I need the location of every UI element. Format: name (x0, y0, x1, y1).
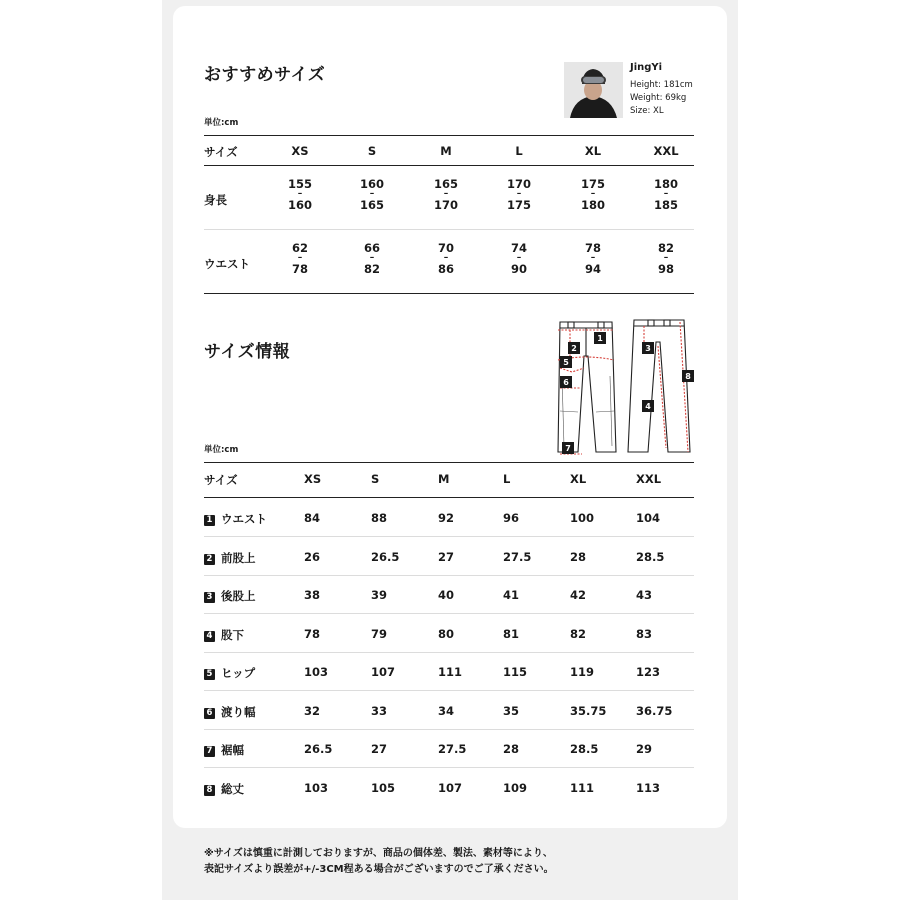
rec-header-size-label: サイズ (204, 145, 238, 159)
diagram-label-5: 5 (563, 358, 569, 367)
info-value-cell: 103 (304, 780, 329, 795)
info-value-cell: 111 (438, 665, 463, 679)
info-header-size-label: サイズ (204, 473, 238, 487)
diagram-label-4: 4 (645, 402, 651, 411)
info-value-cell: 35.75 (570, 703, 607, 718)
range-dash: – (297, 189, 303, 199)
range-min: 74 (510, 241, 527, 255)
rec-range-cell (646, 178, 686, 211)
size-info-title: サイズ情報 (204, 342, 291, 362)
range-dash: – (369, 253, 375, 263)
range-min: 160 (359, 177, 384, 191)
range-dash: – (663, 189, 669, 199)
row-label-text: 後股上 (221, 589, 256, 603)
row-label-text: 前股上 (221, 550, 256, 565)
info-header-xxl: XXL (636, 472, 662, 486)
diagram-label-7: 7 (565, 444, 571, 453)
range-min: 175 (580, 177, 605, 191)
rec-header-xl: XL (584, 144, 602, 158)
rec-range-cell (426, 178, 466, 211)
info-value-cell: 104 (636, 511, 661, 525)
range-min: 62 (291, 241, 308, 255)
range-max: 86 (437, 262, 454, 276)
info-value-cell: 105 (371, 780, 396, 795)
recommended-size-title: おすすめサイズ (204, 65, 326, 85)
info-value-cell: 80 (438, 626, 455, 641)
rec-header-xs: XS (291, 144, 309, 158)
rec-range-cell (499, 178, 539, 211)
info-value-cell: 42 (570, 588, 587, 602)
info-unit-label: 単位:cm (204, 445, 239, 455)
info-value-cell: 41 (503, 588, 520, 602)
rec-row-label: 身長 (204, 193, 227, 207)
info-row-divider (204, 575, 694, 576)
row-label-text: ウエスト (221, 512, 267, 526)
range-dash: – (663, 253, 669, 263)
rec-range-cell (280, 242, 320, 275)
info-row-divider (204, 690, 694, 691)
rec-header-rule (204, 165, 694, 166)
info-value-cell: 26.5 (371, 549, 400, 564)
info-value-cell: 78 (304, 626, 321, 641)
info-value-cell: 27.5 (503, 549, 532, 564)
info-value-cell: 113 (636, 780, 661, 795)
info-row-label (204, 588, 256, 604)
info-value-cell: 27 (438, 549, 455, 564)
pants-measurement-diagram (548, 316, 698, 458)
info-value-cell: 28 (503, 742, 520, 756)
diagram-label-8: 8 (685, 372, 691, 381)
info-row-label (204, 704, 256, 720)
info-value-cell: 28.5 (570, 742, 599, 756)
range-min: 82 (657, 241, 674, 255)
range-dash: – (369, 189, 375, 199)
model-weight: Weight: 69kg (630, 93, 687, 103)
row-label-text: ヒップ (221, 666, 256, 680)
range-min: 78 (584, 241, 601, 255)
diagram-label-1: 1 (597, 334, 603, 343)
range-min: 180 (653, 177, 678, 191)
range-max: 82 (363, 262, 380, 276)
info-value-cell: 82 (570, 626, 587, 641)
info-value-cell: 115 (503, 665, 528, 679)
info-value-cell: 28.5 (636, 549, 665, 564)
range-dash: – (443, 253, 449, 263)
range-min: 165 (433, 177, 458, 191)
info-value-cell: 36.75 (636, 703, 673, 718)
range-dash: – (590, 189, 596, 199)
info-header-xl: XL (570, 472, 587, 486)
info-value-cell: 107 (438, 780, 463, 795)
disclaimer-line-2: 表記サイズより誤差が+/-3CM程ある場合がございますのでご了承ください。 (204, 864, 554, 875)
range-dash: – (516, 189, 522, 199)
info-value-cell: 26 (304, 549, 321, 564)
range-min: 66 (363, 241, 380, 255)
info-row-divider (204, 652, 694, 653)
info-value-cell: 100 (570, 511, 595, 525)
model-height: Height: 181cm (630, 80, 693, 90)
info-value-cell: 103 (304, 665, 329, 679)
range-min: 155 (287, 177, 312, 191)
rec-range-cell (426, 242, 466, 275)
info-header-m: M (438, 472, 450, 486)
range-max: 160 (287, 198, 312, 212)
info-row-label (204, 511, 267, 527)
info-row-divider (204, 536, 694, 537)
info-row-divider (204, 729, 694, 730)
info-row-label (204, 665, 255, 681)
info-value-cell: 40 (438, 588, 455, 602)
info-row-label (204, 742, 244, 758)
info-value-cell: 33 (371, 703, 388, 718)
info-value-cell: 38 (304, 588, 321, 602)
range-max: 78 (291, 262, 308, 276)
rec-range-cell (573, 242, 613, 275)
info-value-cell: 34 (438, 703, 455, 718)
model-size: Size: XL (630, 106, 664, 116)
range-dash: – (590, 253, 596, 263)
info-value-cell: 26.5 (304, 742, 333, 756)
row-number-badge: 5 (204, 669, 215, 680)
range-max: 90 (510, 262, 527, 276)
info-value-cell: 83 (636, 626, 653, 641)
rec-header-m: M (440, 144, 452, 158)
info-value-cell: 43 (636, 588, 653, 602)
range-dash: – (297, 253, 303, 263)
info-value-cell: 92 (438, 511, 455, 525)
info-value-cell: 84 (304, 511, 321, 525)
diagram-label-3: 3 (645, 344, 651, 353)
range-max: 98 (657, 262, 674, 276)
model-photo (564, 62, 623, 118)
rec-table-bottom-rule (204, 293, 694, 294)
model-name: JingYi (630, 62, 663, 73)
info-value-cell: 32 (304, 703, 321, 718)
info-row-divider (204, 613, 694, 614)
diagram-label-6: 6 (563, 378, 569, 387)
info-value-cell: 35 (503, 703, 520, 718)
info-value-cell: 28 (570, 549, 587, 564)
range-max: 180 (580, 198, 605, 212)
info-value-cell: 88 (371, 511, 388, 525)
info-value-cell: 109 (503, 780, 528, 795)
rec-table-top-rule (204, 135, 694, 136)
range-dash: – (516, 253, 522, 263)
info-value-cell: 29 (636, 742, 653, 756)
info-row-divider (204, 767, 694, 768)
row-number-badge: 8 (204, 785, 215, 796)
row-number-badge: 1 (204, 515, 215, 526)
info-value-cell: 107 (371, 665, 396, 679)
row-number-badge: 6 (204, 708, 215, 719)
row-label-text: 渡り幅 (221, 704, 256, 719)
info-header-rule (204, 497, 694, 498)
rec-range-cell (352, 242, 392, 275)
row-label-text: 裾幅 (221, 743, 244, 757)
rec-row-divider (204, 229, 694, 230)
info-header-xs: XS (304, 472, 322, 486)
row-number-badge: 4 (204, 631, 215, 642)
range-max: 170 (433, 198, 458, 212)
range-max: 165 (359, 198, 384, 212)
rec-range-cell (352, 178, 392, 211)
recommended-unit-label: 単位:cm (204, 118, 239, 128)
info-value-cell: 123 (636, 665, 661, 679)
info-value-cell: 119 (570, 665, 595, 679)
range-max: 94 (584, 262, 601, 276)
info-row-label (204, 627, 244, 643)
disclaimer-line-1: ※サイズは慎重に計測しておりますが、商品の個体差、製法、素材等により、 (204, 848, 553, 859)
row-label-text: 総丈 (221, 781, 244, 796)
range-min: 70 (437, 241, 454, 255)
row-number-badge: 2 (204, 554, 215, 565)
rec-range-cell (573, 178, 613, 211)
rec-range-cell (499, 242, 539, 275)
info-row-label (204, 781, 244, 797)
info-header-l: L (503, 472, 511, 486)
info-value-cell: 79 (371, 626, 388, 641)
info-header-s: S (371, 472, 380, 486)
rec-header-s: S (367, 144, 377, 158)
info-value-cell: 96 (503, 511, 520, 525)
info-value-cell: 111 (570, 780, 595, 795)
range-min: 170 (506, 177, 531, 191)
info-value-cell: 81 (503, 626, 520, 641)
rec-row-label: ウエスト (204, 257, 250, 271)
diagram-label-2: 2 (571, 344, 577, 353)
row-label-text: 股下 (221, 627, 244, 642)
info-table-top-rule (204, 462, 694, 463)
info-value-cell: 27 (371, 742, 388, 756)
range-dash: – (443, 189, 449, 199)
rec-range-cell (280, 178, 320, 211)
rec-header-l: L (515, 144, 523, 158)
row-number-badge: 3 (204, 592, 215, 603)
range-max: 185 (653, 198, 678, 212)
row-number-badge: 7 (204, 746, 215, 757)
info-row-label (204, 550, 256, 566)
info-value-cell: 27.5 (438, 742, 467, 756)
rec-header-xxl: XXL (653, 144, 679, 158)
range-max: 175 (506, 198, 531, 212)
rec-range-cell (646, 242, 686, 275)
info-value-cell: 39 (371, 588, 388, 602)
